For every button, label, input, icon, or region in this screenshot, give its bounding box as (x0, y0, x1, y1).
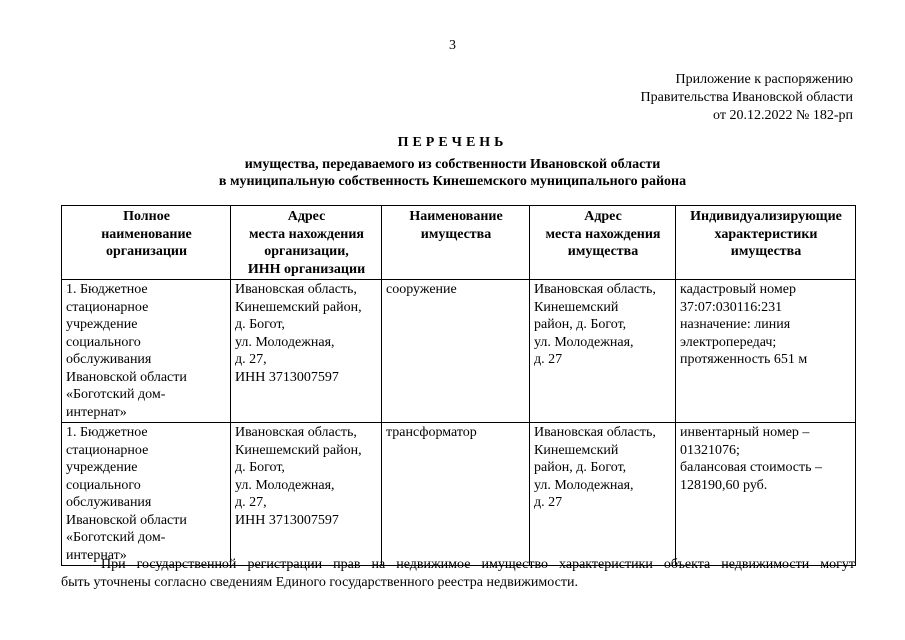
header-line: места нахождения (545, 226, 661, 242)
table-row (62, 423, 856, 566)
footer-note (61, 556, 855, 592)
header-line: Полное (123, 209, 170, 224)
cell-line: ул. Молодежная, (534, 334, 634, 350)
header-line: наименование (101, 226, 192, 242)
cell-property-address (530, 280, 676, 423)
cell-line: инвентарный номер – (680, 425, 810, 440)
document-title: ПЕРЕЧЕНЬ (397, 135, 508, 150)
cell-line: 128190,60 руб. (680, 477, 768, 493)
cell-line: сооружение (386, 282, 457, 297)
subtitle-line: имущества, передаваемого из собственности Ивановской области (244, 157, 661, 172)
header-line: места нахождения (248, 226, 365, 242)
header-property-address (530, 206, 676, 280)
header-property-name (382, 206, 530, 280)
header-line: характеристики (714, 226, 818, 242)
annex-line: Правительства Ивановской области (640, 90, 853, 105)
cell-line: 01321076; (680, 442, 740, 458)
header-line: организации, (264, 244, 349, 259)
cell-line: Ивановская область, (235, 282, 357, 297)
cell-line: д. 27 (534, 352, 563, 367)
cell-line: кадастровый номер (680, 282, 796, 297)
cell-line: обслуживания (66, 352, 152, 367)
cell-line: назначение: линия (680, 317, 791, 332)
header-line: организации (105, 244, 188, 259)
header-line: ИНН организации (247, 261, 366, 277)
cell-line: интернат» (66, 404, 127, 420)
cell-line: Кинешемский (534, 299, 619, 315)
cell-line: д. 27, (235, 495, 267, 510)
cell-line: ул. Молодежная, (534, 477, 634, 493)
cell-line: учреждение (66, 460, 138, 475)
cell-line: протяженность 651 м (680, 352, 808, 367)
cell-line: электропередач; (680, 334, 777, 350)
cell-organization-name (62, 423, 231, 566)
header-line: Наименование (409, 209, 503, 224)
cell-line: Ивановской области (66, 369, 187, 385)
header-line: имущества (567, 244, 639, 259)
cell-line: район, д. Богот, (534, 460, 627, 475)
header-line: имущества (730, 244, 802, 259)
subtitle-line: в муниципальную собственность Кинешемского муниципального района (218, 174, 687, 189)
cell-organization-address (231, 423, 382, 566)
cell-line: Кинешемский район, (235, 299, 362, 315)
cell-line: обслуживания (66, 495, 152, 510)
cell-property-name (382, 423, 530, 566)
cell-line: социального (66, 334, 141, 350)
annex-header (641, 71, 853, 125)
cell-line: стационарное (66, 442, 149, 458)
cell-property-name (382, 280, 530, 423)
cell-property-characteristics (676, 280, 856, 423)
cell-line: 1. Бюджетное (66, 282, 148, 297)
cell-line: стационарное (66, 299, 149, 315)
cell-line: Ивановская область, (534, 425, 656, 440)
header-line: Индивидуализирующие (690, 209, 842, 224)
cell-line: Ивановской области (66, 512, 187, 528)
cell-line: «Боготский дом- (66, 387, 166, 402)
cell-line: д. Богот, (235, 317, 285, 332)
header-organization-name (62, 206, 231, 280)
cell-line: трансформатор (386, 425, 477, 440)
cell-organization-name (62, 280, 231, 423)
cell-line: д. 27, (235, 352, 267, 367)
header-organization-address (231, 206, 382, 280)
header-line: Адрес (287, 209, 326, 224)
annex-line: от 20.12.2022 № 182-рп (713, 108, 853, 123)
annex-line: Приложение к распоряжению (675, 72, 853, 87)
property-table (61, 205, 856, 566)
cell-line: интернат» (66, 547, 127, 563)
cell-line: «Боготский дом- (66, 530, 166, 545)
cell-line: 37:07:030116:231 (680, 299, 783, 315)
cell-line: Ивановская область, (534, 282, 656, 297)
cell-line: социального (66, 477, 141, 493)
cell-line: Кинешемский район, (235, 442, 362, 458)
cell-line: ИНН 3713007597 (235, 512, 339, 528)
cell-line: балансовая стоимость – (680, 460, 823, 475)
cell-line: 1. Бюджетное (66, 425, 148, 440)
cell-line: д. Богот, (235, 460, 285, 475)
cell-line: д. 27 (534, 495, 563, 510)
cell-line: ул. Молодежная, (235, 477, 335, 493)
cell-line: ИНН 3713007597 (235, 369, 339, 385)
cell-line: учреждение (66, 317, 138, 332)
header-property-characteristics (676, 206, 856, 280)
cell-line: ул. Молодежная, (235, 334, 335, 350)
cell-organization-address (231, 280, 382, 423)
cell-line: Кинешемский (534, 442, 619, 458)
table-header-row (62, 206, 856, 280)
cell-line: район, д. Богот, (534, 317, 627, 332)
document-subtitle (0, 156, 905, 190)
cell-property-address (530, 423, 676, 566)
page-number: 3 (449, 38, 456, 53)
header-line: Адрес (584, 209, 622, 224)
header-line: имущества (420, 226, 492, 242)
footer-line: быть уточнены согласно сведениям Единого государственного реестра недвижимости. (61, 575, 578, 590)
cell-property-characteristics (676, 423, 856, 566)
cell-line: Ивановская область, (235, 425, 357, 440)
footer-line: При государственной регистрации прав на недвижимое имущество характеристики объекта недвижимости могут (101, 557, 855, 572)
table-row (62, 280, 856, 423)
